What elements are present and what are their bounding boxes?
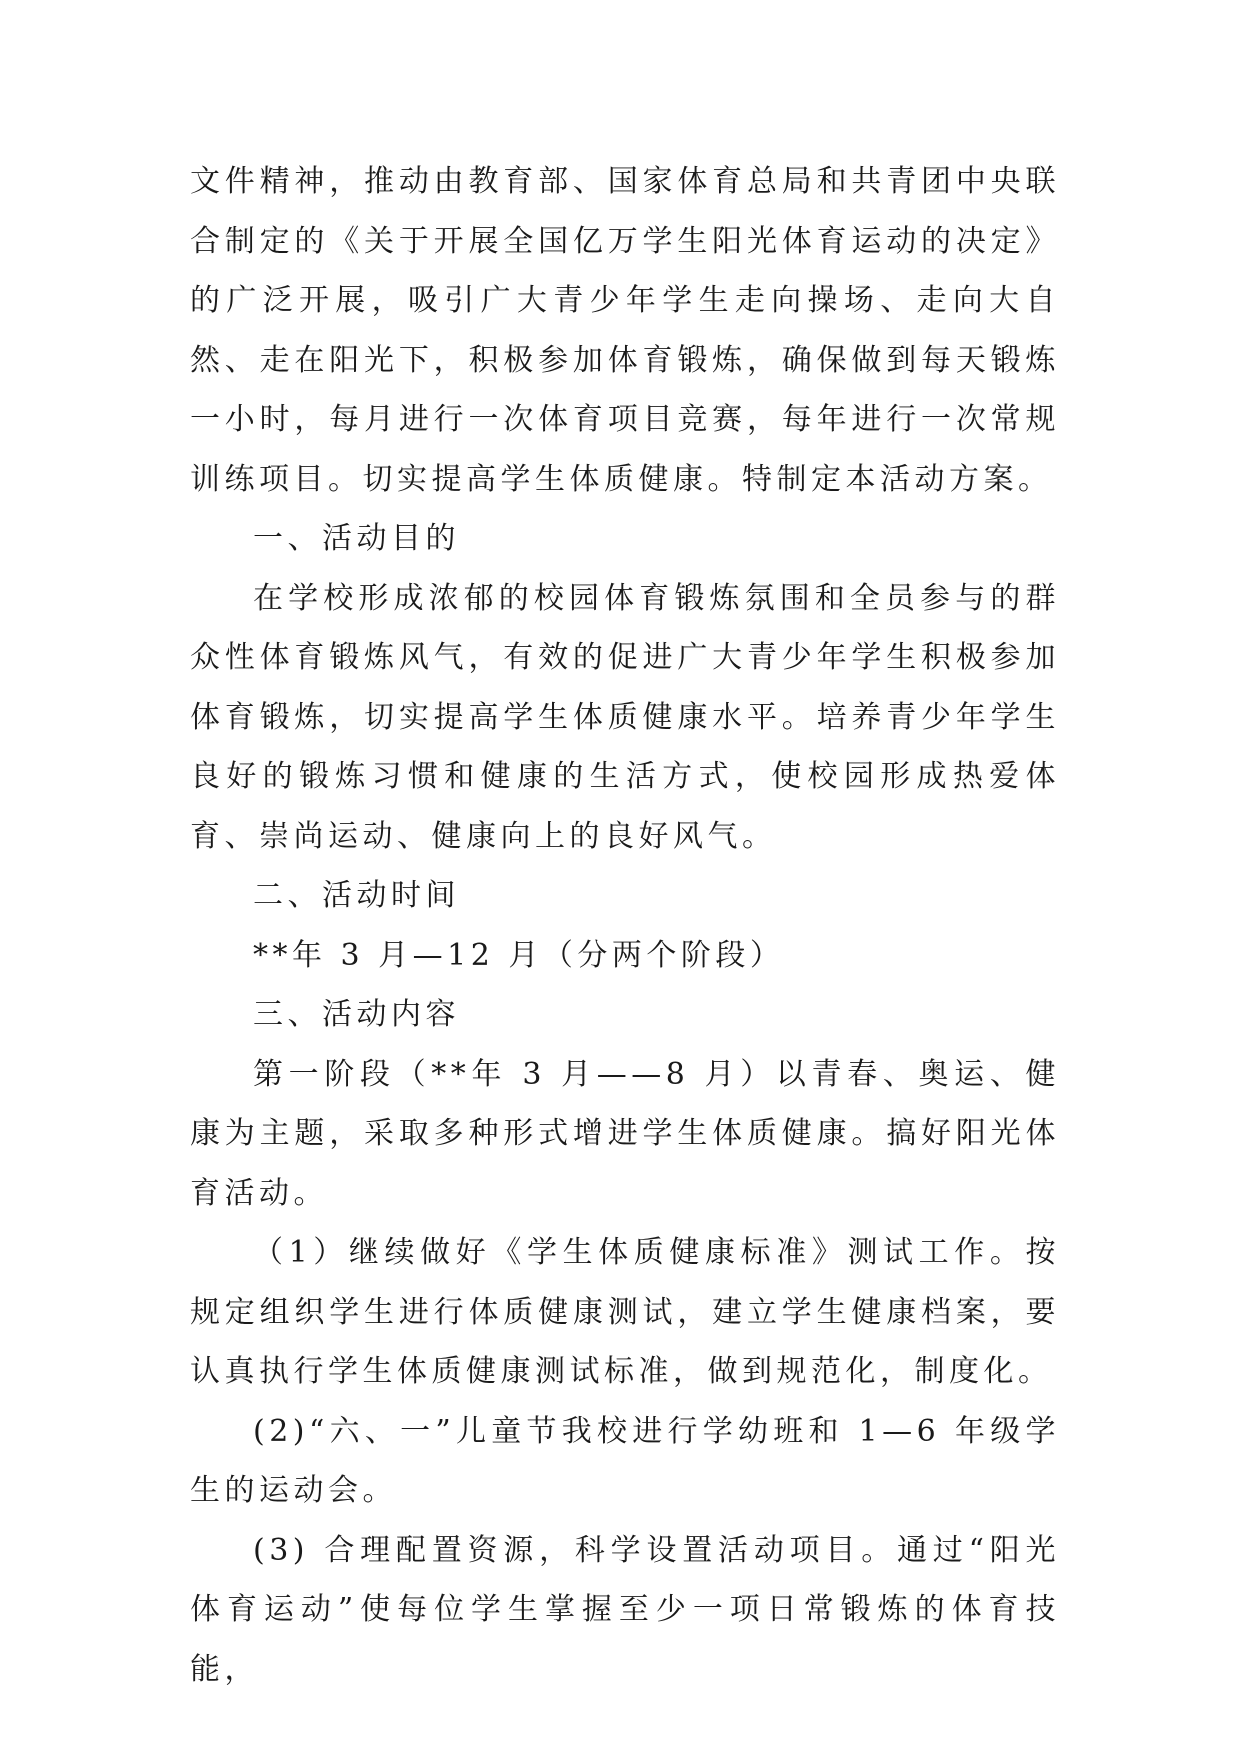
document-body <box>190 152 1060 1699</box>
item-1-paragraph: （1）继续做好《学生体质健康标准》测试工作。按规定组织学生进行体质健康测试，建立学生健康档案，要认真执行学生体质健康测试标准，做到规范化，制度化。 <box>190 1235 1060 1389</box>
item-2-paragraph: (2)“六、一”儿童节我校进行学幼班和 1—6 年级学生的运动会。 <box>190 1413 1060 1508</box>
purpose-paragraph: 在学校形成浓郁的校园体育锻炼氛围和全员参与的群众性体育锻炼风气，有效的促进广大青少年学生积极参加体育锻炼，切实提高学生体质健康水平。培养青少年学生良好的锻炼习惯和健康的生活方式，使校园形成热爱体育、崇尚运动、健康向上的良好风气。 <box>190 580 1060 854</box>
section-heading-purpose: 一、活动目的 <box>253 521 460 556</box>
item-3-paragraph: (3) 合理配置资源，科学设置活动项目。通过“阳光体育运动”使每位学生掌握至少一项日常锻炼的体育技能， <box>190 1532 1060 1687</box>
section-heading-time: 二、活动时间 <box>253 878 460 913</box>
time-paragraph: **年 3 月—12 月（分两个阶段） <box>253 937 785 973</box>
intro-paragraph: 文件精神，推动由教育部、国家体育总局和共青团中央联合制定的《关于开展全国亿万学生阳光体育运动的决定》的广泛开展，吸引广大青少年学生走向操场、走向大自然、走在阳光下，积极参加体育锻炼，确保做到每天锻炼一小时，每月进行一次体育项目竞赛，每年进行一次常规训练项目。切实提高学生体质健康。特制定本活动方案。 <box>190 164 1060 497</box>
section-heading-content: 三、活动内容 <box>253 997 460 1032</box>
stage-one-paragraph: 第一阶段（**年 3 月——8 月）以青春、奥运、健康为主题，采取多种形式增进学生体质健康。搞好阳光体育活动。 <box>190 1056 1060 1211</box>
